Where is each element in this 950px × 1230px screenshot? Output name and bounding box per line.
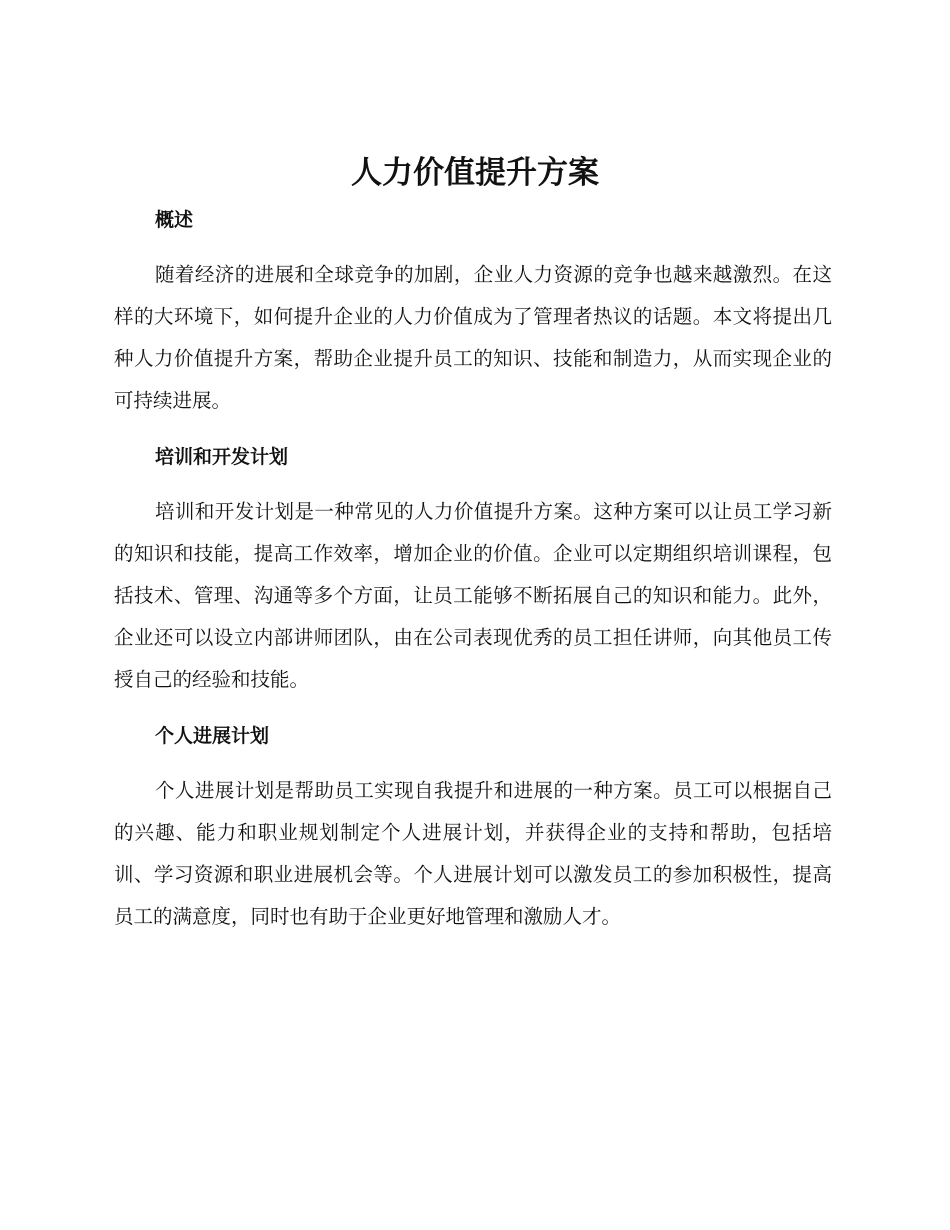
section-heading-personal-plan: 个人进展计划 [155,725,270,747]
section-heading-overview: 概述 [155,209,194,231]
document-title: 人力价值提升方案 [351,155,599,191]
section-body-training-plan: 培训和开发计划是一种常见的人力价值提升方案。这种方案可以让员工学习新的知识和技能，提高工作效率，增加企业的价值。企业可以定期组织培训课程，包括技术、管理、沟通等多个方面，让员工能够不断拓展自己的知识和能力。此外，企业还可以设立内部讲师团队，由在公司表现优秀的员工担任讲师，向其他员工传授自己的经验和技能。 [114,500,832,691]
section-body-overview: 随着经济的进展和全球竞争的加剧，企业人力资源的竞争也越来越激烈。在这样的大环境下，如何提升企业的人力价值成为了管理者热议的话题。本文将提出几种人力价值提升方案，帮助企业提升员工的知识、技能和制造力，从而实现企业的可持续进展。 [114,263,832,412]
section-body-personal-plan: 个人进展计划是帮助员工实现自我提升和进展的一种方案。员工可以根据自己的兴趣、能力和职业规划制定个人进展计划，并获得企业的支持和帮助，包括培训、学习资源和职业进展机会等。个人进展计划可以激发员工的参加积极性，提高员工的满意度，同时也有助于企业更好地管理和激励人才。 [114,779,832,928]
section-heading-training-plan: 培训和开发计划 [155,446,289,468]
